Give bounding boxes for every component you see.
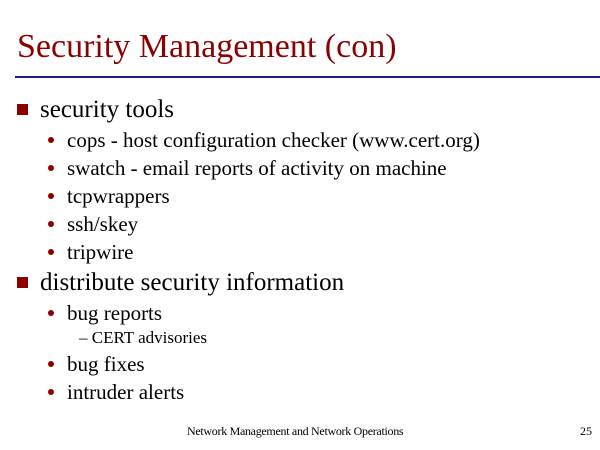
bullet-icon xyxy=(48,361,54,367)
title-divider xyxy=(15,76,600,78)
list-item: tcpwrappers xyxy=(48,183,170,209)
bullet-icon xyxy=(48,249,54,255)
list-item: tripwire xyxy=(48,239,133,265)
page-number: 25 xyxy=(580,424,592,438)
section-label: security tools xyxy=(40,96,175,123)
bullet-icon xyxy=(48,137,54,143)
bullet-icon xyxy=(48,193,54,199)
bullet-icon xyxy=(48,221,54,227)
bullet-icon xyxy=(48,310,54,316)
section-distribute-security-information xyxy=(17,268,344,298)
bullet-icon xyxy=(48,389,54,395)
list-item: bug fixes xyxy=(48,351,145,377)
square-bullet-icon xyxy=(17,277,28,288)
list-item: swatch - email reports of activity on machine xyxy=(48,155,447,181)
list-item: ssh/skey xyxy=(48,211,138,237)
section-security-tools xyxy=(17,95,174,125)
footer-text: Network Management and Network Operations xyxy=(187,424,404,438)
list-item: intruder alerts xyxy=(48,379,184,405)
bullet-icon xyxy=(48,165,54,171)
square-bullet-icon xyxy=(17,104,28,115)
list-item: bug reports xyxy=(48,300,162,326)
sub-list-item: – CERT advisories xyxy=(79,328,208,347)
slide-title: Security Management (con) xyxy=(17,28,397,65)
list-item: cops - host configuration checker (www.cert.org) xyxy=(48,127,480,153)
section-label: distribute security information xyxy=(40,269,345,296)
